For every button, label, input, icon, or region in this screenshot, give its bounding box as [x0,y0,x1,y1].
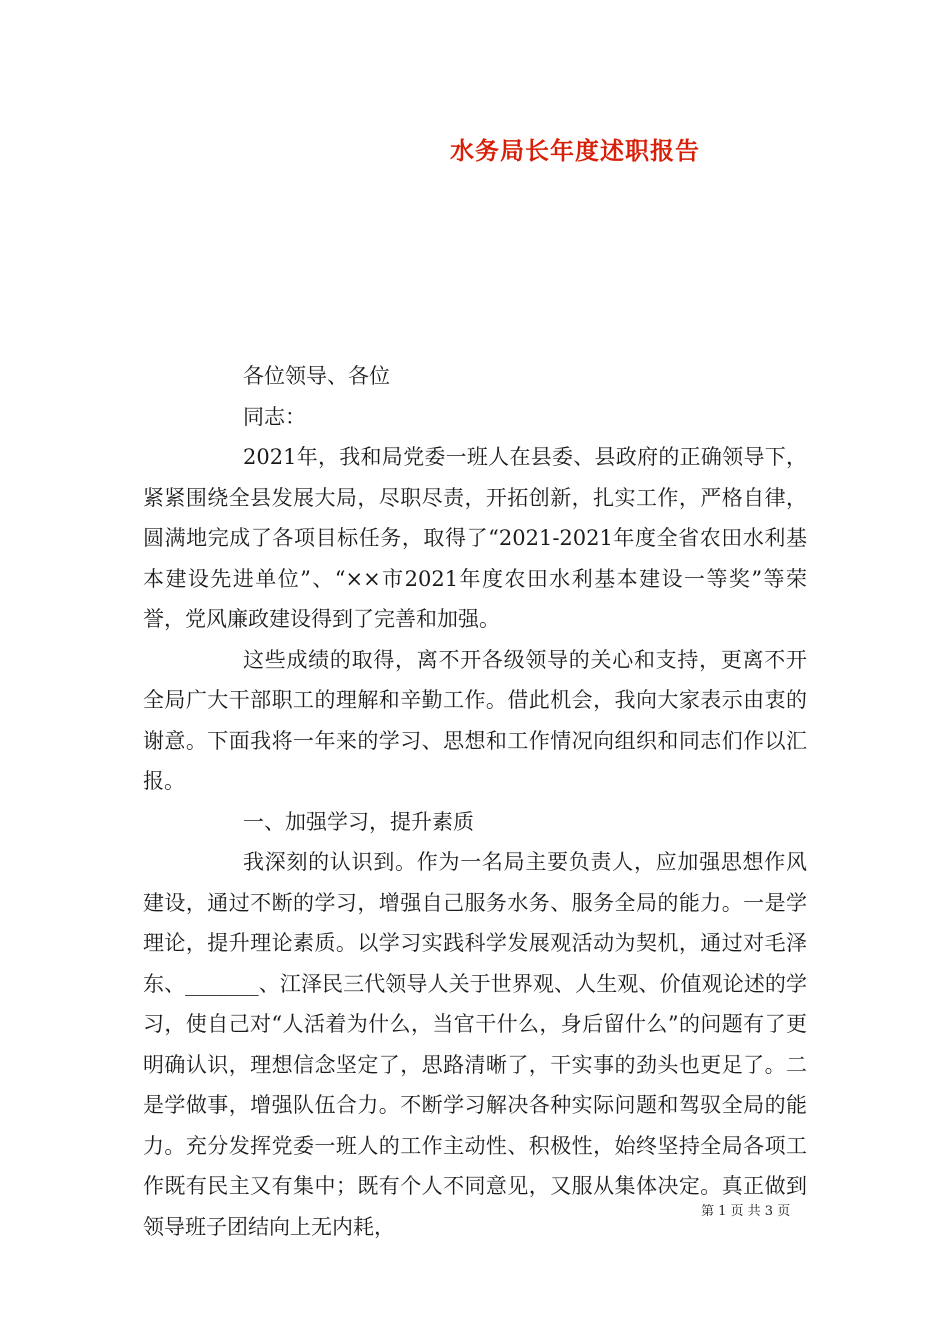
paragraph-study: 我深刻的认识到。作为一名局主要负责人，应加强思想作风建设，通过不断的学习，增强自己服务水务、服务全局的能力。一是学理论，提升理论素质。以学习实践科学发展观活动为契机，通过对毛泽东、_______、江泽民三代领导人关于世界观、人生观、价值观论述的学习，使自己对“人活着为什么，当官干什么，身后留什么”的问题有了更明确认识，理想信念坚定了，思路清晰了，干实事的劲头也更足了。二是学做事，增强队伍合力。不断学习解决各种实际问题和驾驭全局的能力。充分发挥党委一班人的工作主动性、积极性，始终坚持全局各项工作既有民主又有集中；既有个人不同意见，又服从集体决定。真正做到领导班子团结向上无内耗， [143,850,807,1239]
salutation-line-1: 各位领导、各位 [243,364,390,388]
paragraph-thanks: 这些成绩的取得，离不开各级领导的关心和支持，更离不开全局广大干部职工的理解和辛勤工作。借此机会，我向大家表示由衷的谢意。下面我将一年来的学习、思想和工作情况向组织和同志们作以汇报。 [143,647,807,793]
salutation-line-2: 同志： [243,404,306,429]
document-body [143,356,807,1247]
document-title: 水务局长年度述职报告 [450,136,700,165]
page-number-footer: 第 1 页 共 3 页 [701,1204,791,1219]
section-heading-1: 一、加强学习，提升素质 [243,809,474,834]
paragraph-achievements: 2021年，我和局党委一班人在县委、县政府的正确领导下，紧紧围绕全县发展大局，尽职尽责，开拓创新，扎实工作，严格自律，圆满地完成了各项目标任务，取得了“2021-2021年度全省农田水利基本建设先进单位”、“××市2021年度农田水利基本建设一等奖”等荣誉，党风廉政建设得到了完善和加强。 [143,445,807,631]
